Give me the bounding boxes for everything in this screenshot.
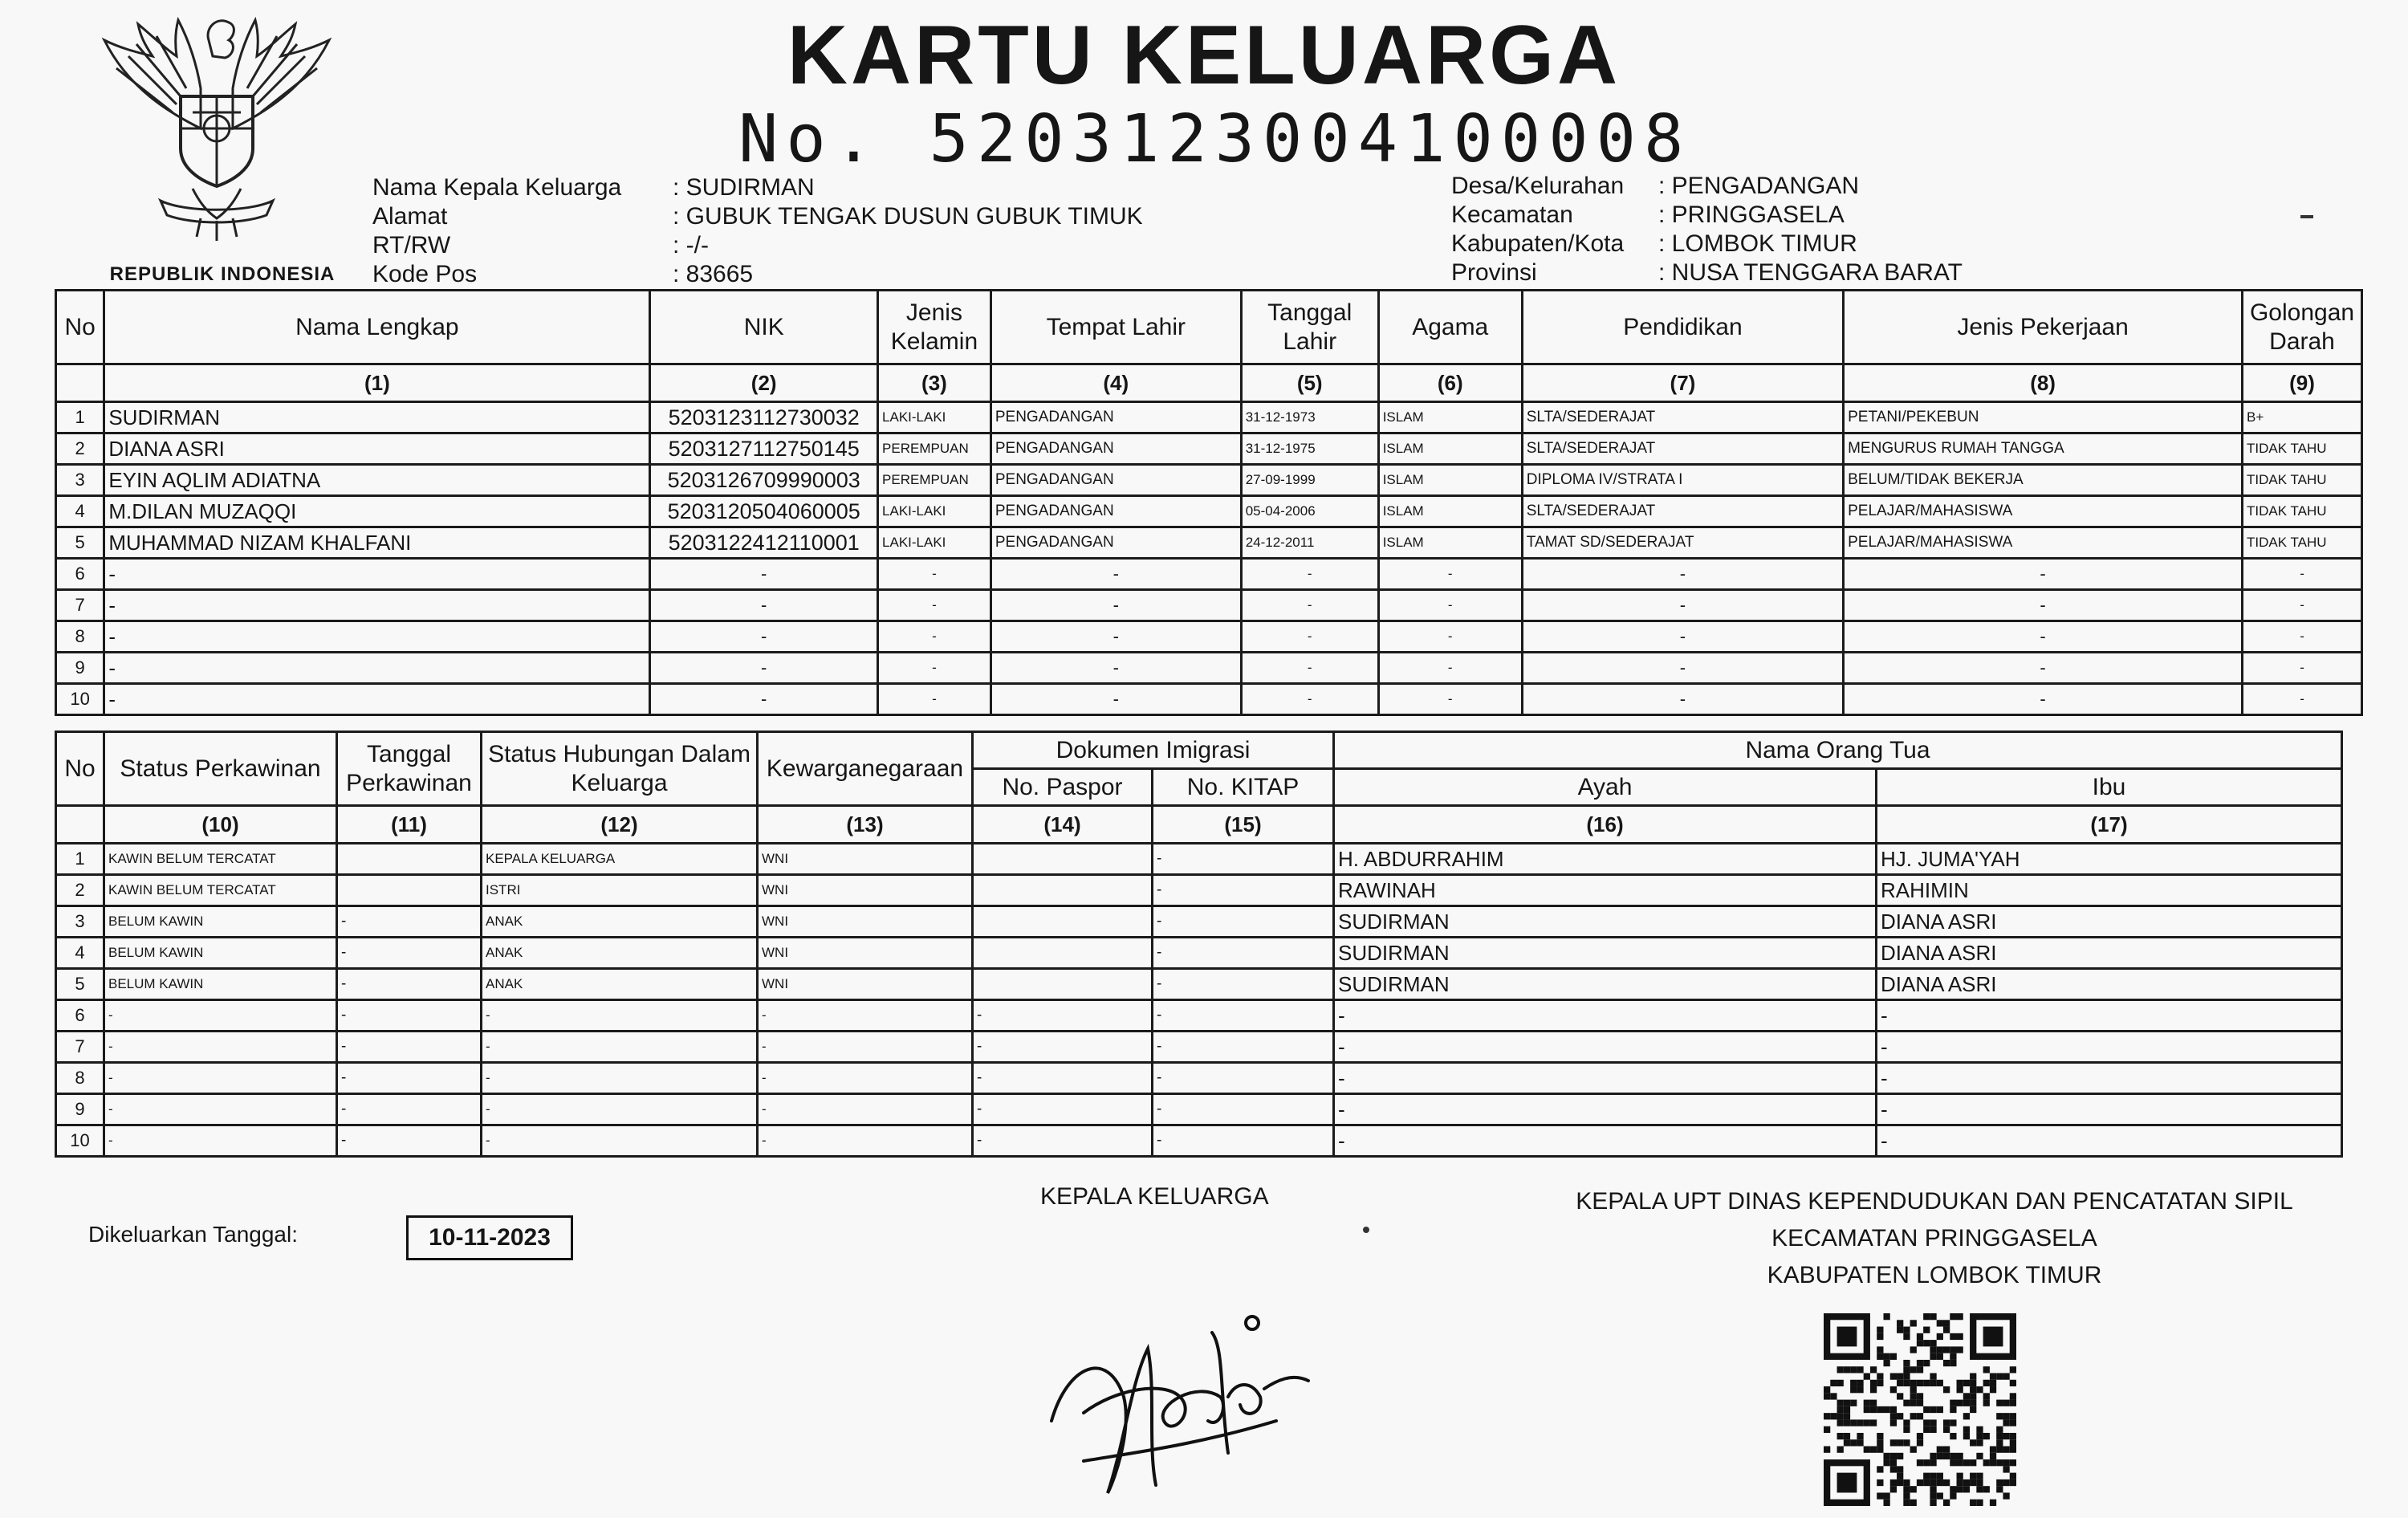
col-header-ibu: Ibu bbox=[1877, 769, 2342, 806]
col-number: (6) bbox=[1378, 364, 1522, 402]
member-blood-type: - bbox=[2243, 653, 2362, 684]
passport-number: - bbox=[973, 1063, 1153, 1094]
member-name: - bbox=[104, 653, 650, 684]
member-blood-type: - bbox=[2243, 559, 2362, 590]
col-number: (12) bbox=[482, 806, 758, 844]
header-value: : NUSA TENGGARA BARAT bbox=[1658, 259, 1963, 286]
marriage-date: - bbox=[337, 938, 482, 969]
member-birthdate: 31-12-1975 bbox=[1241, 433, 1378, 465]
member-education: - bbox=[1522, 590, 1843, 621]
header-label: Alamat bbox=[372, 203, 448, 230]
mother-name: DIANA ASRI bbox=[1877, 938, 2342, 969]
row-number: 1 bbox=[56, 844, 104, 875]
member-nik: 5203122412110001 bbox=[650, 527, 878, 559]
mother-name: - bbox=[1877, 1094, 2342, 1125]
col-header-no: No bbox=[56, 291, 104, 364]
marriage-date: - bbox=[337, 1000, 482, 1032]
header-label: Kecamatan bbox=[1451, 201, 1573, 228]
marital-status: BELUM KAWIN bbox=[104, 938, 337, 969]
member-occupation: PETANI/PEKEBUN bbox=[1844, 402, 2243, 433]
marriage-date: - bbox=[337, 1063, 482, 1094]
member-gender: - bbox=[878, 590, 991, 621]
member-name: - bbox=[104, 559, 650, 590]
col-header-no: No bbox=[56, 732, 104, 806]
col-header-nama: Nama Lengkap bbox=[104, 291, 650, 364]
table-row bbox=[56, 969, 2342, 1000]
header-value: : GUBUK TENGAK DUSUN GUBUK TIMUK bbox=[673, 203, 1143, 230]
member-gender: - bbox=[878, 559, 991, 590]
marital-status: BELUM KAWIN bbox=[104, 969, 337, 1000]
kitap-number: - bbox=[1153, 875, 1334, 906]
mother-name: RAHIMIN bbox=[1877, 875, 2342, 906]
header-left-labels bbox=[372, 173, 621, 289]
member-birthdate: - bbox=[1241, 621, 1378, 653]
member-education: SLTA/SEDERAJAT bbox=[1522, 402, 1843, 433]
header-label: Desa/Kelurahan bbox=[1451, 173, 1625, 199]
table-row bbox=[56, 1000, 2342, 1032]
header-value: : LOMBOK TIMUR bbox=[1658, 230, 1857, 257]
col-header-nama-orang-tua: Nama Orang Tua bbox=[1334, 732, 2342, 769]
row-number: 6 bbox=[56, 559, 104, 590]
table-row bbox=[56, 1063, 2342, 1094]
member-education: TAMAT SD/SEDERAJAT bbox=[1522, 527, 1843, 559]
citizenship: WNI bbox=[758, 875, 973, 906]
header-value: : PENGADANGAN bbox=[1658, 173, 1860, 199]
marriage-date bbox=[337, 844, 482, 875]
member-birthplace: PENGADANGAN bbox=[990, 402, 1241, 433]
marital-status: - bbox=[104, 1125, 337, 1157]
col-header-no-kitap: No. KITAP bbox=[1153, 769, 1334, 806]
col-header-tanggal-perkawinan: Tanggal Perkawinan bbox=[337, 732, 482, 806]
table-row bbox=[56, 559, 2362, 590]
table-row bbox=[56, 938, 2342, 969]
official-line: KEPALA UPT DINAS KEPENDUDUKAN DAN PENCATATAN SIPIL bbox=[1576, 1188, 2293, 1215]
father-name: - bbox=[1334, 1032, 1877, 1063]
member-blood-type: TIDAK TAHU bbox=[2243, 465, 2362, 496]
kitap-number: - bbox=[1153, 938, 1334, 969]
father-name: - bbox=[1334, 1125, 1877, 1157]
citizenship: - bbox=[758, 1063, 973, 1094]
ink-dot bbox=[1363, 1227, 1369, 1233]
col-number: (17) bbox=[1877, 806, 2342, 844]
member-nik: - bbox=[650, 559, 878, 590]
signature-icon bbox=[1035, 1300, 1324, 1509]
header-right-values bbox=[1658, 172, 1963, 287]
member-birthplace: - bbox=[990, 684, 1241, 715]
header-value: : SUDIRMAN bbox=[673, 174, 815, 201]
member-education: - bbox=[1522, 621, 1843, 653]
table-row bbox=[56, 496, 2362, 527]
member-birthdate: - bbox=[1241, 653, 1378, 684]
member-birthplace: PENGADANGAN bbox=[990, 496, 1241, 527]
member-education: - bbox=[1522, 559, 1843, 590]
member-religion: - bbox=[1378, 621, 1522, 653]
member-blood-type: - bbox=[2243, 621, 2362, 653]
col-header-status-perkawinan: Status Perkawinan bbox=[104, 732, 337, 806]
member-name: M.DILAN MUZAQQI bbox=[104, 496, 650, 527]
member-gender: PEREMPUAN bbox=[878, 433, 991, 465]
row-number: 4 bbox=[56, 938, 104, 969]
header-label: Nama Kepala Keluarga bbox=[372, 174, 622, 201]
marriage-date: - bbox=[337, 1094, 482, 1125]
header-label: Provinsi bbox=[1451, 259, 1537, 286]
col-number: (14) bbox=[973, 806, 1153, 844]
official-signatory bbox=[1525, 1183, 2344, 1294]
passport-number bbox=[973, 875, 1153, 906]
family-relationship: - bbox=[482, 1125, 758, 1157]
passport-number: - bbox=[973, 1032, 1153, 1063]
member-religion: - bbox=[1378, 590, 1522, 621]
passport-number bbox=[973, 844, 1153, 875]
header-value: : 83665 bbox=[673, 261, 754, 287]
family-relationship: ANAK bbox=[482, 938, 758, 969]
member-nik: 5203120504060005 bbox=[650, 496, 878, 527]
father-name: SUDIRMAN bbox=[1334, 969, 1877, 1000]
col-header-status-hubungan: Status Hubungan Dalam Keluarga bbox=[482, 732, 758, 806]
col-header-agama: Agama bbox=[1378, 291, 1522, 364]
father-name: SUDIRMAN bbox=[1334, 938, 1877, 969]
col-number: (2) bbox=[650, 364, 878, 402]
marital-status: - bbox=[104, 1094, 337, 1125]
family-relationship: - bbox=[482, 1063, 758, 1094]
member-birthplace: - bbox=[990, 621, 1241, 653]
table-row bbox=[56, 906, 2342, 938]
member-nik: 5203126709990003 bbox=[650, 465, 878, 496]
member-education: SLTA/SEDERAJAT bbox=[1522, 433, 1843, 465]
member-nik: - bbox=[650, 621, 878, 653]
table-row bbox=[56, 1125, 2342, 1157]
member-gender: LAKI-LAKI bbox=[878, 527, 991, 559]
member-name: - bbox=[104, 621, 650, 653]
official-line: KABUPATEN LOMBOK TIMUR bbox=[1767, 1262, 2102, 1288]
mother-name: HJ. JUMA'YAH bbox=[1877, 844, 2342, 875]
member-nik: - bbox=[650, 653, 878, 684]
col-header-pendidikan: Pendidikan bbox=[1522, 291, 1843, 364]
member-occupation: BELUM/TIDAK BEKERJA bbox=[1844, 465, 2243, 496]
member-birthplace: - bbox=[990, 653, 1241, 684]
member-gender: LAKI-LAKI bbox=[878, 496, 991, 527]
table-row bbox=[56, 653, 2362, 684]
member-birthplace: PENGADANGAN bbox=[990, 433, 1241, 465]
family-relationship: KEPALA KELUARGA bbox=[482, 844, 758, 875]
member-blood-type: B+ bbox=[2243, 402, 2362, 433]
margin-mark bbox=[2300, 215, 2313, 218]
table-row bbox=[56, 684, 2362, 715]
table-row bbox=[56, 621, 2362, 653]
mother-name: - bbox=[1877, 1000, 2342, 1032]
family-relationship: - bbox=[482, 1094, 758, 1125]
passport-number: - bbox=[973, 1000, 1153, 1032]
member-birthdate: - bbox=[1241, 559, 1378, 590]
father-name: SUDIRMAN bbox=[1334, 906, 1877, 938]
member-occupation: - bbox=[1844, 621, 2243, 653]
passport-number bbox=[973, 969, 1153, 1000]
family-relationship: ANAK bbox=[482, 906, 758, 938]
col-number: (7) bbox=[1522, 364, 1843, 402]
member-gender: - bbox=[878, 621, 991, 653]
member-religion: ISLAM bbox=[1378, 402, 1522, 433]
member-gender: LAKI-LAKI bbox=[878, 402, 991, 433]
header-left-values bbox=[673, 173, 1143, 289]
row-number: 5 bbox=[56, 969, 104, 1000]
mother-name: DIANA ASRI bbox=[1877, 969, 2342, 1000]
member-birthdate: 05-04-2006 bbox=[1241, 496, 1378, 527]
marital-status: KAWIN BELUM TERCATAT bbox=[104, 844, 337, 875]
citizenship: - bbox=[758, 1094, 973, 1125]
header-label: Kabupaten/Kota bbox=[1451, 230, 1625, 257]
citizenship: - bbox=[758, 1125, 973, 1157]
header-value: : -/- bbox=[673, 232, 709, 258]
family-relationship: ISTRI bbox=[482, 875, 758, 906]
passport-number bbox=[973, 906, 1153, 938]
member-birthdate: - bbox=[1241, 684, 1378, 715]
member-religion: - bbox=[1378, 653, 1522, 684]
citizenship: - bbox=[758, 1000, 973, 1032]
member-religion: ISLAM bbox=[1378, 527, 1522, 559]
member-birthplace: - bbox=[990, 590, 1241, 621]
col-number: (15) bbox=[1153, 806, 1334, 844]
mother-name: DIANA ASRI bbox=[1877, 906, 2342, 938]
member-blood-type: - bbox=[2243, 684, 2362, 715]
mother-name: - bbox=[1877, 1125, 2342, 1157]
col-number: (8) bbox=[1844, 364, 2243, 402]
header-label: RT/RW bbox=[372, 232, 451, 258]
member-nik: - bbox=[650, 684, 878, 715]
row-number: 7 bbox=[56, 590, 104, 621]
member-nik: 5203127112750145 bbox=[650, 433, 878, 465]
table-row bbox=[56, 465, 2362, 496]
member-education: - bbox=[1522, 684, 1843, 715]
marital-status: - bbox=[104, 1032, 337, 1063]
member-nik: - bbox=[650, 590, 878, 621]
member-gender: PEREMPUAN bbox=[878, 465, 991, 496]
qr-code-icon bbox=[1824, 1313, 2016, 1506]
member-education: SLTA/SEDERAJAT bbox=[1522, 496, 1843, 527]
emblem-caption: REPUBLIK INDONESIA bbox=[109, 263, 336, 285]
row-number: 10 bbox=[56, 1125, 104, 1157]
col-number: (5) bbox=[1241, 364, 1378, 402]
marital-status: BELUM KAWIN bbox=[104, 906, 337, 938]
col-number: (13) bbox=[758, 806, 973, 844]
col-number: (1) bbox=[104, 364, 650, 402]
row-number: 4 bbox=[56, 496, 104, 527]
col-header-tempat-lahir: Tempat Lahir bbox=[990, 291, 1241, 364]
family-relationship: - bbox=[482, 1000, 758, 1032]
table-row bbox=[56, 590, 2362, 621]
col-number: (4) bbox=[990, 364, 1241, 402]
col-header-jenis-kelamin: Jenis Kelamin bbox=[878, 291, 991, 364]
issued-date-label: Dikeluarkan Tanggal: bbox=[88, 1222, 298, 1247]
family-relationship: ANAK bbox=[482, 969, 758, 1000]
member-occupation: - bbox=[1844, 653, 2243, 684]
row-number: 10 bbox=[56, 684, 104, 715]
col-header-dokumen-imigrasi: Dokumen Imigrasi bbox=[973, 732, 1334, 769]
marriage-date: - bbox=[337, 1125, 482, 1157]
member-religion: - bbox=[1378, 684, 1522, 715]
passport-number: - bbox=[973, 1094, 1153, 1125]
marital-status: - bbox=[104, 1063, 337, 1094]
marital-status: - bbox=[104, 1000, 337, 1032]
row-number: 7 bbox=[56, 1032, 104, 1063]
member-birthdate: 24-12-2011 bbox=[1241, 527, 1378, 559]
col-header-no-paspor: No. Paspor bbox=[973, 769, 1153, 806]
citizenship: WNI bbox=[758, 906, 973, 938]
member-religion: ISLAM bbox=[1378, 496, 1522, 527]
kitap-number: - bbox=[1153, 906, 1334, 938]
row-number: 1 bbox=[56, 402, 104, 433]
member-name: EYIN AQLIM ADIATNA bbox=[104, 465, 650, 496]
row-number: 3 bbox=[56, 465, 104, 496]
col-number: (10) bbox=[104, 806, 337, 844]
member-education: - bbox=[1522, 653, 1843, 684]
table-row bbox=[56, 527, 2362, 559]
member-religion: ISLAM bbox=[1378, 433, 1522, 465]
citizenship: WNI bbox=[758, 938, 973, 969]
family-members-table bbox=[55, 289, 2363, 716]
member-gender: - bbox=[878, 684, 991, 715]
father-name: H. ABDURRAHIM bbox=[1334, 844, 1877, 875]
col-header-golongan-darah: Golongan Darah bbox=[2243, 291, 2362, 364]
row-number: 2 bbox=[56, 433, 104, 465]
table-row bbox=[56, 844, 2342, 875]
member-birthdate: 27-09-1999 bbox=[1241, 465, 1378, 496]
kitap-number: - bbox=[1153, 1000, 1334, 1032]
member-gender: - bbox=[878, 653, 991, 684]
row-number: 3 bbox=[56, 906, 104, 938]
row-number: 8 bbox=[56, 621, 104, 653]
header-value: : PRINGGASELA bbox=[1658, 201, 1845, 228]
table-row bbox=[56, 402, 2362, 433]
header-right-labels bbox=[1451, 172, 1624, 287]
member-blood-type: TIDAK TAHU bbox=[2243, 433, 2362, 465]
col-number bbox=[56, 806, 104, 844]
marriage-date: - bbox=[337, 1032, 482, 1063]
father-name: RAWINAH bbox=[1334, 875, 1877, 906]
member-birthdate: - bbox=[1241, 590, 1378, 621]
member-birthplace: PENGADANGAN bbox=[990, 465, 1241, 496]
member-birthplace: - bbox=[990, 559, 1241, 590]
marriage-date: - bbox=[337, 906, 482, 938]
col-header-tanggal-lahir: Tanggal Lahir bbox=[1241, 291, 1378, 364]
mother-name: - bbox=[1877, 1032, 2342, 1063]
family-relationship: - bbox=[482, 1032, 758, 1063]
member-occupation: - bbox=[1844, 684, 2243, 715]
col-number: (9) bbox=[2243, 364, 2362, 402]
col-header-ayah: Ayah bbox=[1334, 769, 1877, 806]
passport-number: - bbox=[973, 1125, 1153, 1157]
member-occupation: MENGURUS RUMAH TANGGA bbox=[1844, 433, 2243, 465]
father-name: - bbox=[1334, 1094, 1877, 1125]
marriage-date: - bbox=[337, 969, 482, 1000]
family-status-table bbox=[55, 731, 2343, 1158]
col-number: (16) bbox=[1334, 806, 1877, 844]
row-number: 6 bbox=[56, 1000, 104, 1032]
father-name: - bbox=[1334, 1063, 1877, 1094]
member-name: DIANA ASRI bbox=[104, 433, 650, 465]
row-number: 8 bbox=[56, 1063, 104, 1094]
member-birthplace: PENGADANGAN bbox=[990, 527, 1241, 559]
member-blood-type: TIDAK TAHU bbox=[2243, 496, 2362, 527]
col-header-jenis-pekerjaan: Jenis Pekerjaan bbox=[1844, 291, 2243, 364]
member-occupation: - bbox=[1844, 590, 2243, 621]
member-name: MUHAMMAD NIZAM KHALFANI bbox=[104, 527, 650, 559]
marital-status: KAWIN BELUM TERCATAT bbox=[104, 875, 337, 906]
father-name: - bbox=[1334, 1000, 1877, 1032]
document-title: KARTU KELUARGA bbox=[787, 9, 1621, 102]
kitap-number: - bbox=[1153, 969, 1334, 1000]
family-card-number: No. 5203123004100008 bbox=[738, 101, 1692, 177]
col-number: (3) bbox=[878, 364, 991, 402]
issued-date-value: 10-11-2023 bbox=[406, 1215, 573, 1260]
member-occupation: PELAJAR/MAHASISWA bbox=[1844, 527, 2243, 559]
member-occupation: - bbox=[1844, 559, 2243, 590]
kitap-number: - bbox=[1153, 1032, 1334, 1063]
header-label: Kode Pos bbox=[372, 261, 478, 287]
member-name: - bbox=[104, 684, 650, 715]
row-number: 9 bbox=[56, 653, 104, 684]
row-number: 9 bbox=[56, 1094, 104, 1125]
member-blood-type: - bbox=[2243, 590, 2362, 621]
member-occupation: PELAJAR/MAHASISWA bbox=[1844, 496, 2243, 527]
member-religion: ISLAM bbox=[1378, 465, 1522, 496]
col-number: (11) bbox=[337, 806, 482, 844]
col-header-kewarganegaraan: Kewarganegaraan bbox=[758, 732, 973, 806]
table-row bbox=[56, 1094, 2342, 1125]
table-row bbox=[56, 1032, 2342, 1063]
col-number bbox=[56, 364, 104, 402]
member-name: - bbox=[104, 590, 650, 621]
table-row bbox=[56, 875, 2342, 906]
head-of-family-label: KEPALA KELUARGA bbox=[1040, 1183, 1269, 1210]
kitap-number: - bbox=[1153, 1063, 1334, 1094]
citizenship: - bbox=[758, 1032, 973, 1063]
row-number: 2 bbox=[56, 875, 104, 906]
kitap-number: - bbox=[1153, 844, 1334, 875]
member-religion: - bbox=[1378, 559, 1522, 590]
member-name: SUDIRMAN bbox=[104, 402, 650, 433]
member-education: DIPLOMA IV/STRATA I bbox=[1522, 465, 1843, 496]
table-row bbox=[56, 433, 2362, 465]
member-blood-type: TIDAK TAHU bbox=[2243, 527, 2362, 559]
official-line: KECAMATAN PRINGGASELA bbox=[1771, 1225, 2097, 1251]
citizenship: WNI bbox=[758, 969, 973, 1000]
passport-number bbox=[973, 938, 1153, 969]
row-number: 5 bbox=[56, 527, 104, 559]
member-nik: 5203123112730032 bbox=[650, 402, 878, 433]
kitap-number: - bbox=[1153, 1125, 1334, 1157]
marriage-date bbox=[337, 875, 482, 906]
citizenship: WNI bbox=[758, 844, 973, 875]
kitap-number: - bbox=[1153, 1094, 1334, 1125]
member-birthdate: 31-12-1973 bbox=[1241, 402, 1378, 433]
mother-name: - bbox=[1877, 1063, 2342, 1094]
col-header-nik: NIK bbox=[650, 291, 878, 364]
